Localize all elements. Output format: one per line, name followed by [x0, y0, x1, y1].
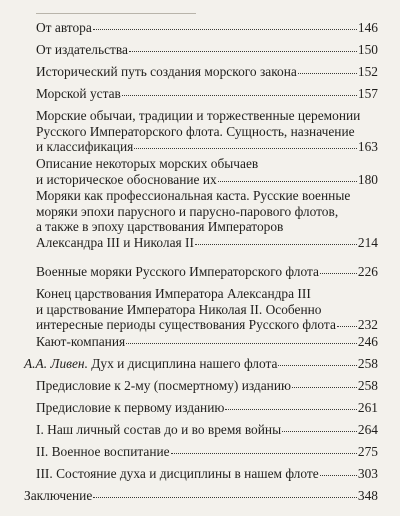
toc-entry[interactable] [24, 356, 378, 372]
toc-page-number: 264 [357, 422, 378, 437]
leader-dots [93, 26, 357, 30]
leader-dots [171, 450, 357, 454]
toc-entry-title [36, 86, 121, 102]
toc-page-number: 152 [357, 64, 378, 79]
toc-entry-title-text: и историческое обоснование их [36, 171, 217, 187]
toc-entry-last-line [36, 422, 378, 438]
toc-entry[interactable] [36, 422, 378, 438]
toc-entry-last-line [36, 64, 378, 80]
leader-dots [320, 472, 357, 476]
toc-page-number: 226 [357, 264, 378, 279]
toc-page-number: 258 [357, 356, 378, 371]
toc-entry-line: Русского Императорского флота. Сущность, назначение [36, 123, 355, 139]
toc-entry-last-line [36, 317, 378, 333]
toc-entry[interactable] [24, 488, 378, 504]
toc-entry-last-line [36, 466, 378, 482]
toc-entry[interactable] [36, 444, 378, 460]
toc-entry-title-text: Кают-компания [36, 334, 126, 349]
toc-page-number: 214 [357, 234, 378, 250]
toc-page-number: 261 [357, 400, 378, 415]
toc-entry[interactable] [36, 188, 378, 250]
leader-dots [225, 406, 357, 410]
toc-entry-title [36, 334, 125, 350]
toc-entry-last-line [36, 235, 378, 251]
toc-entry-line: Моряки как профессиональная каста. Русские военные [36, 188, 351, 203]
toc-entry[interactable] [36, 86, 378, 102]
leader-dots [278, 362, 356, 366]
toc-entry-title-text: интересные периоды существования Русского флота [36, 317, 336, 333]
leader-dots [134, 146, 357, 150]
toc-entry-title [36, 422, 281, 438]
toc-entry-title-text: Александра III и Николая II [36, 234, 194, 250]
toc-entry-last-line [24, 356, 378, 372]
toc-entry-last-line [36, 264, 378, 280]
toc-entry-title [36, 139, 133, 155]
toc-entry-title [36, 378, 291, 394]
toc-entry[interactable] [36, 378, 378, 394]
toc-entry-title-text: От автора [36, 20, 92, 35]
toc-entry-title [24, 488, 92, 504]
toc-entry-last-line [36, 42, 378, 58]
toc-entry-title-text: Морской устав [36, 86, 121, 101]
toc-entry[interactable] [36, 334, 378, 350]
toc-entry-title [36, 317, 336, 333]
toc-page-number: 150 [357, 42, 378, 57]
toc-entry-line: Морские обычаи, традиции и торжественные церемонии [36, 108, 361, 123]
toc-page-number: 146 [357, 20, 378, 35]
toc-entry[interactable] [36, 156, 378, 187]
toc-entry-last-line [36, 400, 378, 416]
toc-page-number: 157 [357, 86, 378, 101]
leader-dots [218, 178, 357, 182]
leader-dots [129, 48, 357, 52]
toc-entry-title [36, 235, 194, 251]
toc-page-number: 163 [357, 139, 378, 155]
toc-page-number: 180 [357, 171, 378, 187]
leader-dots [337, 324, 357, 328]
toc-entry[interactable] [36, 42, 378, 58]
toc-entry-title-text: I. Наш личный состав до и во время войны [36, 422, 282, 437]
toc-entry-title [36, 466, 319, 482]
toc-entry-last-line [36, 444, 378, 460]
toc-entry-last-line [36, 378, 378, 394]
leader-dots [122, 92, 357, 96]
toc-entry-title-text: Дух и дисциплина нашего флота [87, 356, 278, 371]
toc-entry[interactable] [36, 20, 378, 36]
leader-dots [320, 270, 357, 274]
toc-page-number: 275 [357, 444, 378, 459]
toc-entry-title [36, 42, 128, 58]
toc-entry-title-text: III. Состояние духа и дисциплины в нашем флоте [36, 466, 319, 481]
toc-entry-author: А.А. Ливен. [24, 356, 88, 371]
toc-page-number: 348 [357, 488, 378, 503]
toc-entry-title [36, 400, 224, 416]
leader-dots [298, 70, 357, 74]
toc-entry-line: и царствование Императора Николая II. Особенно [36, 301, 322, 317]
toc-entry-title-text: и классификация [36, 139, 134, 155]
toc-entry-last-line [36, 20, 378, 36]
toc-entry-line: Конец царствования Императора Александра III [36, 286, 311, 301]
toc-entry-line: Описание некоторых морских обычаев [36, 156, 259, 171]
toc-entry-title-text: Предисловие к первому изданию [36, 400, 225, 415]
toc-entry-last-line [36, 139, 378, 155]
toc-entry-last-line [36, 334, 378, 350]
toc-entry[interactable] [36, 264, 378, 280]
toc-entry-last-line [24, 488, 378, 504]
toc-entry[interactable] [36, 466, 378, 482]
toc-page-number: 232 [357, 317, 378, 333]
toc-entry[interactable] [36, 400, 378, 416]
toc-entry[interactable] [36, 64, 378, 80]
toc-entry-title-text: Военные моряки Русского Императорского флота [36, 264, 319, 279]
toc-entry-title-text: От издательства [36, 42, 128, 57]
toc-entry-last-line [36, 172, 378, 188]
toc-entry-title [36, 20, 92, 36]
toc-entry-title [36, 264, 319, 280]
toc-entry-title [24, 356, 277, 372]
toc-entry-title-text: II. Военное воспитание [36, 444, 170, 459]
toc-entry-title [36, 172, 217, 188]
toc-entry-last-line [36, 86, 378, 102]
toc-entry-line: моряки эпохи парусного и парусно-парового флотов, [36, 203, 339, 219]
toc-entry-line: а также в эпоху царствования Императоров [36, 219, 284, 235]
toc-page-number: 258 [357, 378, 378, 393]
toc-entry-title-text: Предисловие к 2-му (посмертному) изданию [36, 378, 292, 393]
separator-line [36, 13, 196, 14]
leader-dots [292, 384, 357, 388]
toc-entry[interactable] [36, 286, 378, 333]
toc-entry-title [36, 444, 170, 460]
toc-entry-title-text: Исторический путь создания морского закона [36, 64, 297, 79]
leader-dots [195, 241, 357, 245]
toc-entry-title-text: Заключение [24, 488, 93, 503]
toc-entry[interactable] [36, 108, 378, 155]
leader-dots [126, 340, 357, 344]
toc-page-number: 303 [357, 466, 378, 481]
toc-page-number: 246 [357, 334, 378, 349]
leader-dots [282, 428, 357, 432]
toc-entry-title [36, 64, 297, 80]
leader-dots [93, 494, 357, 498]
